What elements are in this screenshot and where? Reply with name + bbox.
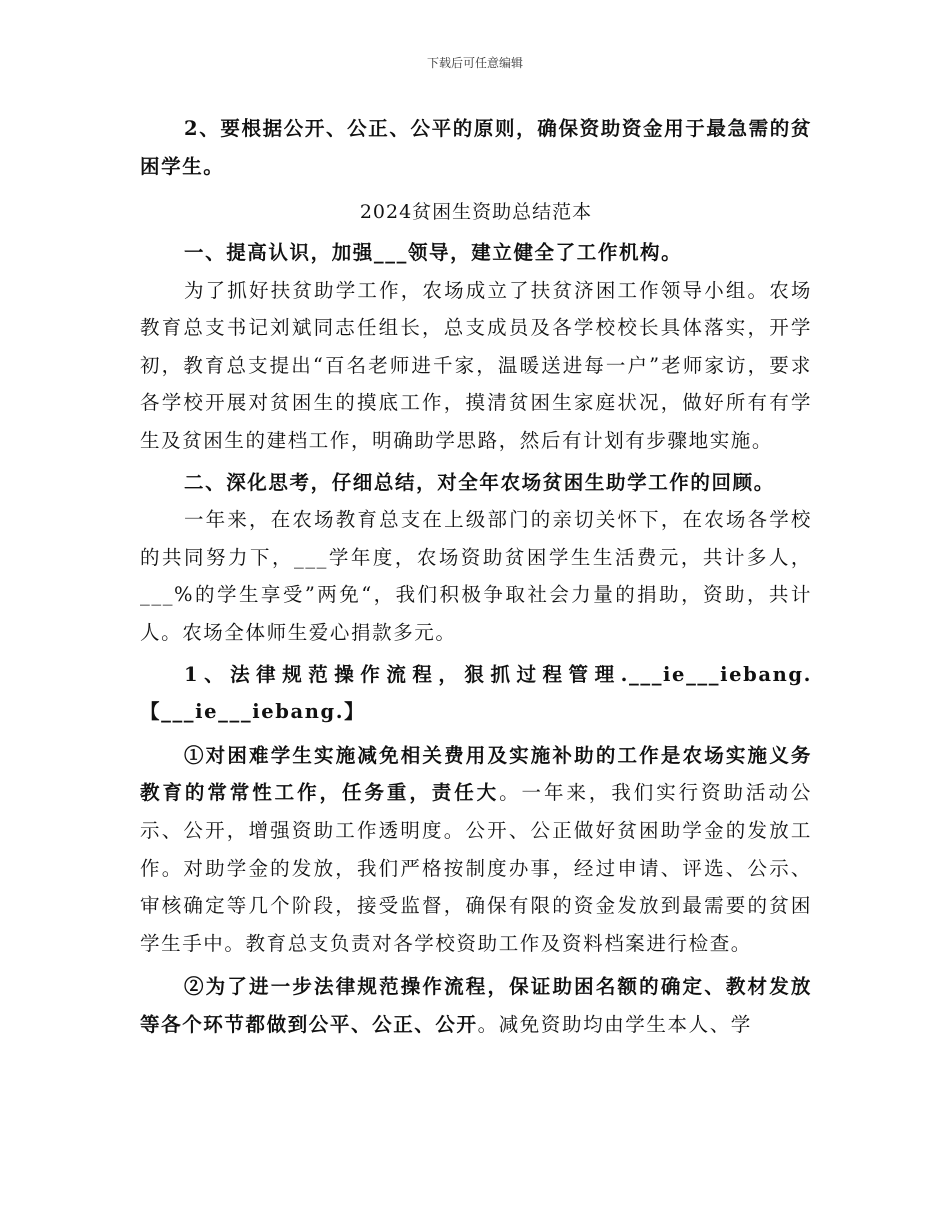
item-2-text: 。减免资助均由学生本人、学 bbox=[477, 1012, 752, 1036]
paragraph-item-1 bbox=[140, 737, 812, 963]
document-title: 2024贫困生资助总结范本 bbox=[359, 201, 593, 223]
paragraph-principle: 2、要根据公开、公正、公平的原则，确保资助资金用于最急需的贫困学生。 bbox=[140, 117, 812, 178]
subsection-heading-1: 1、法律规范操作流程，狠抓过程管理.___ie___iebang.【___ie___iebang.】 bbox=[140, 662, 812, 724]
section-heading-2: 二、深化思考，仔细总结，对全年农场贫困生助学工作的回顾。 bbox=[184, 470, 775, 494]
paragraph-organization: 为了抓好扶贫助学工作，农场成立了扶贫济困工作领导小组。农场教育总支书记刘斌同志任组长，总支成员及各学校校长具体落实，开学初，教育总支提出“百名老师进千家，温暖送进每一户”老师家访，要求各学校开展对贫困生的摸底工作，摸清贫困生家庭状况，做好所有有学生及贫困生的建档工作，明确助学思路，然后有计划有步骤地实施。 bbox=[140, 278, 812, 452]
item-1-bold-text: ①对困难学生实施减免相关费用及实施补助的工作是农场实施义务教育的常常性工作，任务重，责任大 bbox=[140, 743, 812, 805]
paragraph-review: 一年来，在农场教育总支在上级部门的亲切关怀下，在农场各学校的共同努力下，___学年度，农场资助贫困学生生活费元，共计多人，___%的学生享受”两免“，我们积极争取社会力量的捐助，资助，共计人。农场全体师生爱心捐款多元。 bbox=[140, 508, 812, 644]
page-header-note: 下载后可任意编辑 bbox=[426, 56, 523, 70]
paragraph-item-2 bbox=[140, 968, 812, 1043]
section-heading-1: 一、提高认识，加强___领导，建立健全了工作机构。 bbox=[184, 241, 683, 264]
item-2-bold-text: ②为了进一步法律规范操作流程，保证助困名额的确定、教材发放等各个环节都做到公平、公正、公开 bbox=[140, 975, 812, 1036]
item-1-text: 。一年来，我们实行资助活动公示、公开，增强资助工作透明度。公开、公正做好贫困助学金的发放工作。对助学金的发放，我们严格按制度办事，经过申请、评选、公示、审核确定等几个阶段，接受监督，确保有限的资金发放到最需要的贫困学生手中。教育总支负责对各学校资助工作及资料档案进行检查。 bbox=[140, 781, 812, 955]
document-body bbox=[140, 110, 812, 1043]
